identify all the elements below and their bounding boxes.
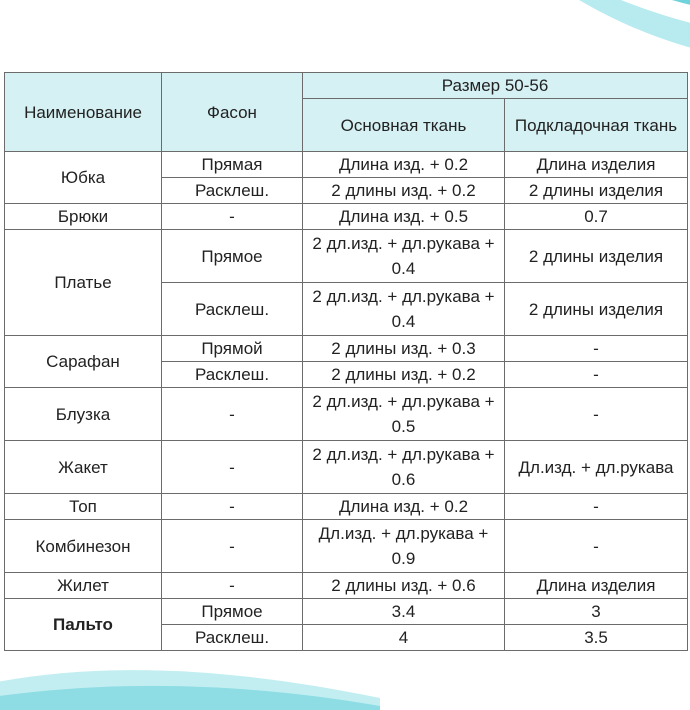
cell-main-fabric: 4	[303, 625, 505, 651]
cell-lining-fabric: -	[505, 388, 688, 441]
cell-style: -	[162, 494, 303, 520]
cell-lining-fabric: -	[505, 494, 688, 520]
cell-style: Прямой	[162, 336, 303, 362]
cell-main-fabric: 2 длины изд. + 0.6	[303, 573, 505, 599]
cell-name: Юбка	[5, 152, 162, 204]
table-row	[5, 599, 688, 625]
cell-style: Расклеш.	[162, 625, 303, 651]
cell-style: -	[162, 204, 303, 230]
cell-main-fabric: 3.4	[303, 599, 505, 625]
cell-lining-fabric: 3	[505, 599, 688, 625]
header-size: Размер 50-56	[303, 73, 688, 99]
cell-style: Прямое	[162, 230, 303, 283]
cell-style: Прямое	[162, 599, 303, 625]
cell-lining-fabric: 2 длины изделия	[505, 283, 688, 336]
cell-style: Прямая	[162, 152, 303, 178]
header-main-fabric: Основная ткань	[303, 99, 505, 152]
table-row	[5, 441, 688, 494]
header-style: Фасон	[162, 73, 303, 152]
cell-main-fabric: 2 дл.изд. + дл.рукава + 0.4	[303, 230, 505, 283]
cell-lining-fabric: -	[505, 336, 688, 362]
cell-main-fabric: 2 длины изд. + 0.2	[303, 362, 505, 388]
cell-main-fabric: Длина изд. + 0.2	[303, 152, 505, 178]
cell-main-fabric: 2 дл.изд. + дл.рукава + 0.6	[303, 441, 505, 494]
cell-lining-fabric: -	[505, 520, 688, 573]
table-row	[5, 204, 688, 230]
fabric-consumption-table	[4, 72, 688, 651]
table-row	[5, 573, 688, 599]
cell-name: Комбинезон	[5, 520, 162, 573]
cell-main-fabric: 2 длины изд. + 0.3	[303, 336, 505, 362]
cell-main-fabric: 2 дл.изд. + дл.рукава + 0.4	[303, 283, 505, 336]
cell-name: Блузка	[5, 388, 162, 441]
cell-style: Расклеш.	[162, 178, 303, 204]
cell-main-fabric: 2 длины изд. + 0.2	[303, 178, 505, 204]
cell-name: Топ	[5, 494, 162, 520]
cell-main-fabric: Дл.изд. + дл.рукава + 0.9	[303, 520, 505, 573]
cell-lining-fabric: Длина изделия	[505, 152, 688, 178]
cell-style: Расклеш.	[162, 283, 303, 336]
cell-main-fabric: Длина изд. + 0.5	[303, 204, 505, 230]
cell-lining-fabric: -	[505, 362, 688, 388]
cell-style: -	[162, 573, 303, 599]
cell-name: Брюки	[5, 204, 162, 230]
table-row	[5, 520, 688, 573]
cell-name: Пальто	[5, 599, 162, 651]
cell-name: Платье	[5, 230, 162, 336]
cell-style: -	[162, 520, 303, 573]
cell-lining-fabric: Длина изделия	[505, 573, 688, 599]
cell-style: -	[162, 441, 303, 494]
cell-main-fabric: 2 дл.изд. + дл.рукава + 0.5	[303, 388, 505, 441]
table-row	[5, 388, 688, 441]
cell-main-fabric: Длина изд. + 0.2	[303, 494, 505, 520]
cell-style: Расклеш.	[162, 362, 303, 388]
cell-lining-fabric: 3.5	[505, 625, 688, 651]
header-lining-fabric: Подкладочная ткань	[505, 99, 688, 152]
table-row	[5, 230, 688, 283]
cell-style: -	[162, 388, 303, 441]
cell-lining-fabric: 0.7	[505, 204, 688, 230]
cell-lining-fabric: 2 длины изделия	[505, 178, 688, 204]
header-name: Наименование	[5, 73, 162, 152]
decorative-wave-bottom	[0, 650, 380, 710]
table-row	[5, 494, 688, 520]
cell-name: Жакет	[5, 441, 162, 494]
table-row	[5, 336, 688, 362]
table-row	[5, 152, 688, 178]
decorative-wave-top	[500, 0, 690, 80]
cell-lining-fabric: 2 длины изделия	[505, 230, 688, 283]
cell-name: Жилет	[5, 573, 162, 599]
cell-name: Сарафан	[5, 336, 162, 388]
cell-lining-fabric: Дл.изд. + дл.рукава	[505, 441, 688, 494]
